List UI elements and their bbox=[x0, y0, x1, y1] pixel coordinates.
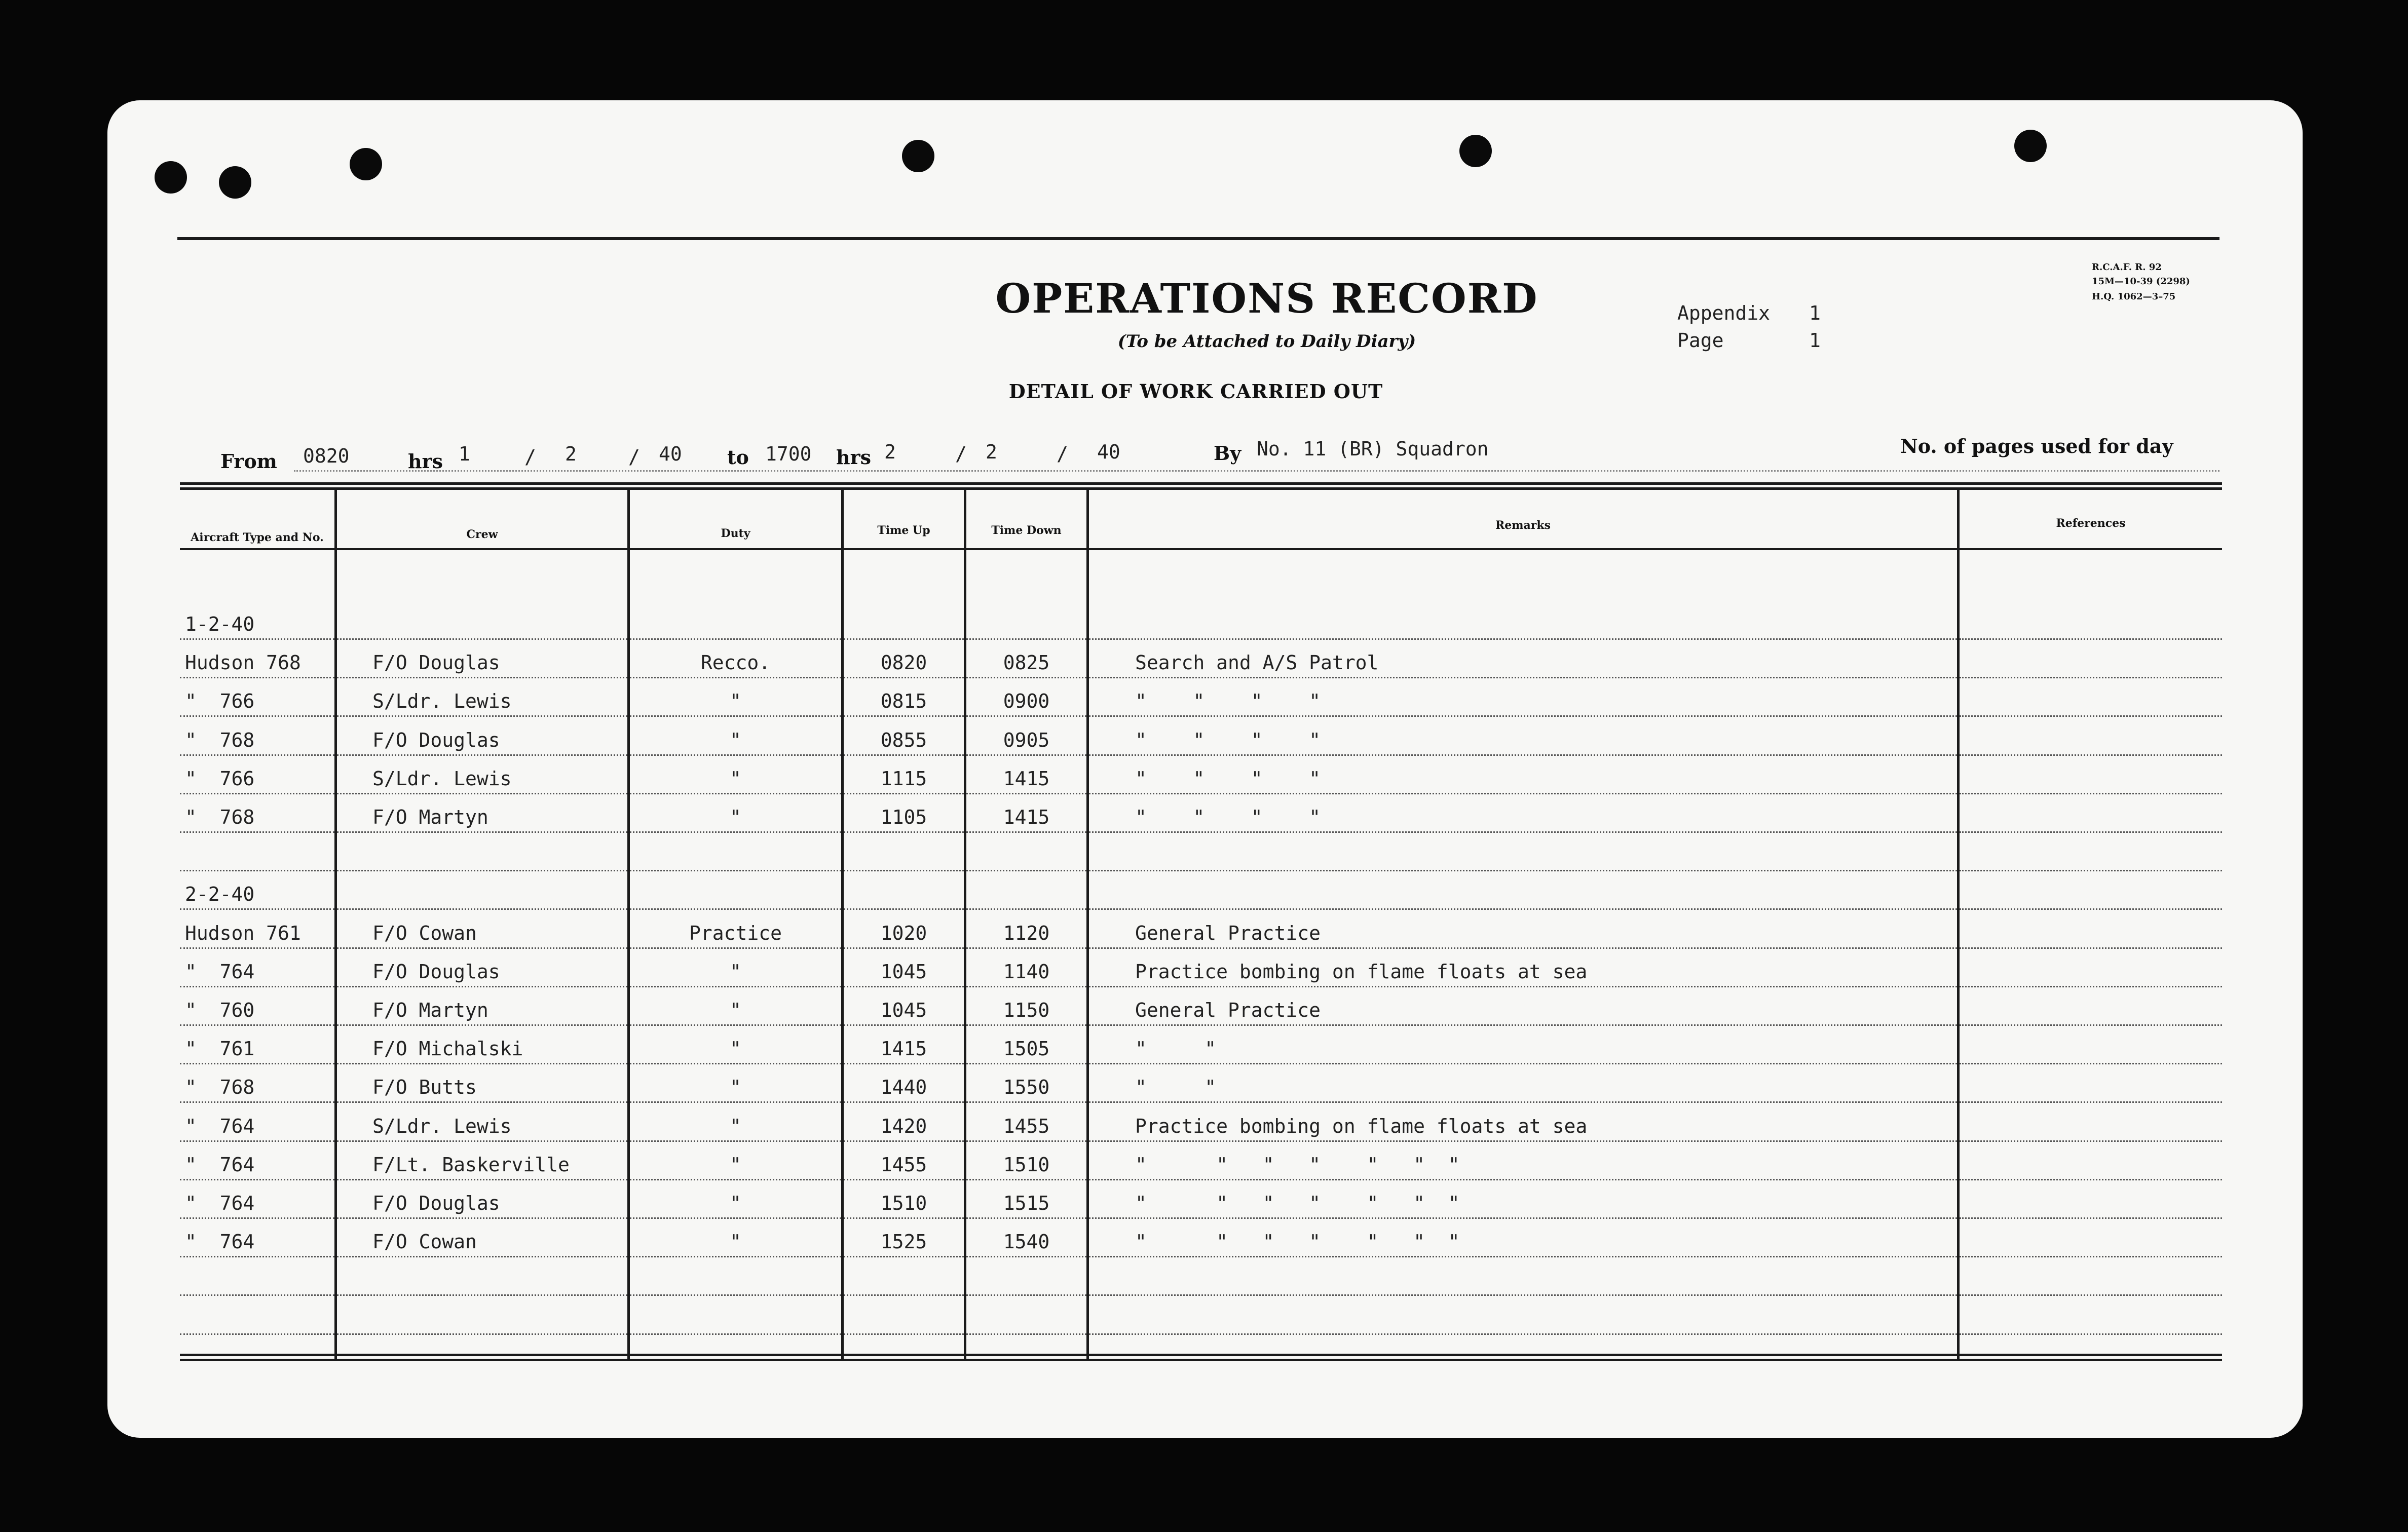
section-heading: DETAIL OF WORK CARRIED OUT bbox=[1008, 380, 1383, 403]
row-guide-line bbox=[844, 1024, 964, 1026]
cell-duty: " bbox=[730, 806, 741, 828]
to-day: 2 bbox=[884, 441, 896, 463]
cell-time-up: 1045 bbox=[880, 960, 927, 983]
col-time-up: Time Up bbox=[877, 524, 930, 537]
row-guide-line bbox=[844, 947, 964, 949]
cell-crew: S/Ldr. Lewis bbox=[372, 690, 512, 713]
cell-time-up: 1020 bbox=[880, 922, 927, 944]
to-year: 40 bbox=[1097, 441, 1120, 463]
row-guide-line bbox=[844, 1063, 964, 1064]
column-divider bbox=[1086, 489, 1089, 1359]
table-bottom-rule bbox=[180, 1354, 2222, 1356]
from-time: 0820 bbox=[303, 445, 350, 467]
row-guide-line bbox=[1960, 986, 2222, 987]
cell-remarks: General Practice bbox=[1135, 999, 1321, 1021]
row-guide-line bbox=[1089, 1217, 1957, 1219]
row-guide-line bbox=[1960, 908, 2222, 910]
row-guide-line bbox=[844, 986, 964, 987]
cell-time-down: 1505 bbox=[1003, 1038, 1050, 1060]
row-guide-line bbox=[844, 677, 964, 678]
row-guide-line bbox=[337, 1179, 627, 1180]
row-guide-line bbox=[630, 1333, 841, 1335]
cell-time-up: 0820 bbox=[880, 652, 927, 674]
cell-crew: F/Lt. Baskerville bbox=[372, 1153, 570, 1176]
page-value: 1 bbox=[1809, 329, 1821, 352]
page-label: Page bbox=[1677, 329, 1724, 352]
row-guide-line bbox=[1960, 831, 2222, 833]
cell-time-down: 1515 bbox=[1003, 1192, 1050, 1214]
cell-remarks: " " bbox=[1135, 1076, 1217, 1099]
row-guide-line bbox=[1960, 754, 2222, 756]
row-guide-line bbox=[180, 715, 334, 717]
row-guide-line bbox=[337, 1294, 627, 1296]
row-guide-line bbox=[337, 870, 627, 871]
cell-time-down: 1415 bbox=[1003, 767, 1050, 790]
row-guide-line bbox=[630, 947, 841, 949]
cell-time-up: 1455 bbox=[880, 1153, 927, 1176]
row-guide-line bbox=[1089, 1294, 1957, 1296]
form-code-2: 15M—10-39 (2298) bbox=[2092, 276, 2190, 287]
row-guide-line bbox=[1960, 870, 2222, 871]
row-guide-line bbox=[1089, 1024, 1957, 1026]
cell-crew: F/O Douglas bbox=[372, 652, 500, 674]
cell-time-up: 0815 bbox=[880, 690, 927, 713]
row-guide-line bbox=[1960, 1333, 2222, 1335]
row-guide-line bbox=[1089, 715, 1957, 717]
row-guide-line bbox=[337, 1217, 627, 1219]
row-guide-line bbox=[1960, 638, 2222, 640]
row-guide-line bbox=[844, 1101, 964, 1103]
row-guide-line bbox=[1089, 947, 1957, 949]
cell-aircraft: 1-2-40 bbox=[185, 613, 255, 635]
cell-aircraft: " 768 bbox=[185, 1076, 255, 1099]
row-guide-line bbox=[630, 831, 841, 833]
row-guide-line bbox=[180, 1256, 334, 1257]
cell-crew: F/O Martyn bbox=[372, 806, 488, 828]
row-guide-line bbox=[630, 986, 841, 987]
row-guide-line bbox=[337, 1024, 627, 1026]
row-guide-line bbox=[966, 638, 1086, 640]
row-guide-line bbox=[1960, 715, 2222, 717]
row-guide-line bbox=[966, 1140, 1086, 1142]
punch-hole bbox=[902, 140, 934, 172]
form-code-1: R.C.A.F. R. 92 bbox=[2092, 262, 2162, 273]
cell-aircraft: " 761 bbox=[185, 1038, 255, 1060]
cell-time-up: 1440 bbox=[880, 1076, 927, 1099]
cell-duty: " bbox=[730, 1076, 741, 1099]
appendix-value: 1 bbox=[1809, 302, 1821, 324]
cell-time-up: 1415 bbox=[880, 1038, 927, 1060]
row-guide-line bbox=[966, 715, 1086, 717]
cell-remarks: " " " " bbox=[1135, 729, 1321, 751]
row-guide-line bbox=[1089, 870, 1957, 871]
col-references: References bbox=[2056, 517, 2126, 530]
cell-remarks: " " " " bbox=[1135, 767, 1321, 790]
row-guide-line bbox=[966, 677, 1086, 678]
cell-aircraft: 2-2-40 bbox=[185, 883, 255, 906]
cell-remarks: Practice bombing on flame floats at sea bbox=[1135, 960, 1588, 983]
cell-aircraft: " 764 bbox=[185, 960, 255, 983]
row-guide-line bbox=[180, 1140, 334, 1142]
cell-time-down: 1455 bbox=[1003, 1115, 1050, 1137]
punch-hole bbox=[219, 166, 251, 199]
row-guide-line bbox=[630, 1024, 841, 1026]
row-guide-line bbox=[337, 638, 627, 640]
hrs-label: hrs bbox=[408, 450, 443, 473]
row-guide-line bbox=[180, 947, 334, 949]
row-guide-line bbox=[844, 1294, 964, 1296]
form-code-3: H.Q. 1062—3–75 bbox=[2092, 291, 2176, 302]
row-guide-line bbox=[180, 1024, 334, 1026]
cell-aircraft: " 760 bbox=[185, 999, 255, 1021]
appendix-label: Appendix bbox=[1677, 302, 1771, 324]
cell-duty: " bbox=[730, 960, 741, 983]
row-guide-line bbox=[1089, 638, 1957, 640]
cell-crew: F/O Cowan bbox=[372, 922, 477, 944]
row-guide-line bbox=[966, 754, 1086, 756]
cell-time-up: 1115 bbox=[880, 767, 927, 790]
row-guide-line bbox=[966, 908, 1086, 910]
row-guide-line bbox=[1960, 947, 2222, 949]
cell-aircraft: " 764 bbox=[185, 1153, 255, 1176]
row-guide-line bbox=[1960, 1063, 2222, 1064]
punch-hole bbox=[350, 148, 382, 180]
row-guide-line bbox=[337, 831, 627, 833]
cell-remarks: Practice bombing on flame floats at sea bbox=[1135, 1115, 1588, 1137]
cell-time-up: 1510 bbox=[880, 1192, 927, 1214]
row-guide-line bbox=[180, 1294, 334, 1296]
row-guide-line bbox=[337, 677, 627, 678]
cell-time-down: 0825 bbox=[1003, 652, 1050, 674]
punch-hole bbox=[155, 161, 187, 194]
row-guide-line bbox=[1960, 677, 2222, 678]
row-guide-line bbox=[180, 677, 334, 678]
punch-hole bbox=[1459, 135, 1492, 167]
top-rule bbox=[177, 237, 2219, 240]
col-remarks: Remarks bbox=[1495, 519, 1551, 532]
cell-remarks: General Practice bbox=[1135, 922, 1321, 944]
cell-crew: F/O Butts bbox=[372, 1076, 477, 1099]
row-guide-line bbox=[1960, 1217, 2222, 1219]
date-sep: / bbox=[1057, 443, 1068, 465]
row-guide-line bbox=[966, 1294, 1086, 1296]
row-guide-line bbox=[337, 1063, 627, 1064]
row-guide-line bbox=[844, 870, 964, 871]
row-guide-line bbox=[966, 1217, 1086, 1219]
cell-time-down: 1510 bbox=[1003, 1153, 1050, 1176]
cell-time-up: 1045 bbox=[880, 999, 927, 1021]
row-guide-line bbox=[337, 947, 627, 949]
row-guide-line bbox=[630, 638, 841, 640]
row-guide-line bbox=[844, 908, 964, 910]
row-guide-line bbox=[180, 638, 334, 640]
row-guide-line bbox=[630, 1063, 841, 1064]
fill-line bbox=[294, 470, 2219, 472]
row-guide-line bbox=[966, 986, 1086, 987]
cell-aircraft: Hudson 761 bbox=[185, 922, 301, 944]
cell-duty: " bbox=[730, 1038, 741, 1060]
row-guide-line bbox=[630, 908, 841, 910]
cell-aircraft: " 768 bbox=[185, 806, 255, 828]
form-title: OPERATIONS RECORD bbox=[995, 275, 1538, 322]
cell-aircraft: " 764 bbox=[185, 1231, 255, 1253]
row-guide-line bbox=[844, 1140, 964, 1142]
row-guide-line bbox=[630, 1217, 841, 1219]
cell-duty: " bbox=[730, 690, 741, 713]
row-guide-line bbox=[844, 793, 964, 794]
col-aircraft: Aircraft Type and No. bbox=[191, 531, 324, 544]
row-guide-line bbox=[844, 1333, 964, 1335]
by-label: By bbox=[1214, 442, 1241, 465]
cell-duty: " bbox=[730, 999, 741, 1021]
row-guide-line bbox=[966, 1333, 1086, 1335]
cell-crew: S/Ldr. Lewis bbox=[372, 1115, 512, 1137]
row-guide-line bbox=[180, 831, 334, 833]
row-guide-line bbox=[966, 870, 1086, 871]
cell-crew: F/O Martyn bbox=[372, 999, 488, 1021]
cell-duty: Recco. bbox=[700, 652, 771, 674]
pages-used-label: No. of pages used for day bbox=[1900, 435, 2173, 457]
cell-duty: " bbox=[730, 1153, 741, 1176]
row-guide-line bbox=[1089, 754, 1957, 756]
row-guide-line bbox=[966, 793, 1086, 794]
cell-aircraft: " 764 bbox=[185, 1192, 255, 1214]
cell-time-up: 1525 bbox=[880, 1231, 927, 1253]
col-crew: Crew bbox=[466, 528, 498, 541]
cell-crew: F/O Michalski bbox=[372, 1038, 523, 1060]
row-guide-line bbox=[966, 947, 1086, 949]
row-guide-line bbox=[180, 754, 334, 756]
row-guide-line bbox=[630, 715, 841, 717]
cell-time-down: 1415 bbox=[1003, 806, 1050, 828]
row-guide-line bbox=[1089, 831, 1957, 833]
from-day: 1 bbox=[459, 443, 470, 465]
cell-crew: F/O Douglas bbox=[372, 960, 500, 983]
row-guide-line bbox=[1960, 1101, 2222, 1103]
row-guide-line bbox=[337, 754, 627, 756]
row-guide-line bbox=[180, 1333, 334, 1335]
cell-time-down: 1120 bbox=[1003, 922, 1050, 944]
row-guide-line bbox=[1960, 1024, 2222, 1026]
cell-time-down: 0900 bbox=[1003, 690, 1050, 713]
cell-crew: S/Ldr. Lewis bbox=[372, 767, 512, 790]
row-guide-line bbox=[1960, 793, 2222, 794]
row-guide-line bbox=[630, 793, 841, 794]
to-month: 2 bbox=[986, 441, 997, 463]
cell-remarks: Search and A/S Patrol bbox=[1135, 652, 1379, 674]
row-guide-line bbox=[180, 1179, 334, 1180]
cell-duty: " bbox=[730, 1231, 741, 1253]
cell-aircraft: Hudson 768 bbox=[185, 652, 301, 674]
row-guide-line bbox=[337, 986, 627, 987]
row-guide-line bbox=[630, 1140, 841, 1142]
cell-time-down: 0905 bbox=[1003, 729, 1050, 751]
table-top-rule bbox=[180, 487, 2222, 490]
row-guide-line bbox=[180, 986, 334, 987]
date-sep: / bbox=[628, 446, 640, 468]
cell-duty: " bbox=[730, 767, 741, 790]
row-guide-line bbox=[1089, 1140, 1957, 1142]
row-guide-line bbox=[1089, 677, 1957, 678]
row-guide-line bbox=[1089, 1101, 1957, 1103]
row-guide-line bbox=[844, 638, 964, 640]
row-guide-line bbox=[180, 908, 334, 910]
cell-aircraft: " 766 bbox=[185, 767, 255, 790]
cell-time-down: 1550 bbox=[1003, 1076, 1050, 1099]
row-guide-line bbox=[844, 715, 964, 717]
cell-remarks: " " " " " " " bbox=[1135, 1192, 1460, 1214]
cell-time-up: 1420 bbox=[880, 1115, 927, 1137]
row-guide-line bbox=[966, 1256, 1086, 1257]
from-month: 2 bbox=[565, 443, 577, 465]
row-guide-line bbox=[1089, 986, 1957, 987]
hrs-label: hrs bbox=[836, 446, 872, 469]
row-guide-line bbox=[337, 715, 627, 717]
cell-remarks: " " " " bbox=[1135, 690, 1321, 713]
row-guide-line bbox=[1960, 1179, 2222, 1180]
row-guide-line bbox=[180, 1063, 334, 1064]
cell-time-down: 1150 bbox=[1003, 999, 1050, 1021]
row-guide-line bbox=[1089, 1333, 1957, 1335]
row-guide-line bbox=[337, 1333, 627, 1335]
row-guide-line bbox=[337, 1101, 627, 1103]
to-label: to bbox=[727, 446, 749, 469]
cell-duty: " bbox=[730, 1115, 741, 1137]
row-guide-line bbox=[844, 1217, 964, 1219]
squadron: No. 11 (BR) Squadron bbox=[1257, 438, 1489, 460]
row-guide-line bbox=[1089, 793, 1957, 794]
cell-time-down: 1140 bbox=[1003, 960, 1050, 983]
cell-remarks: " " " " " " " bbox=[1135, 1231, 1460, 1253]
date-sep: / bbox=[524, 446, 536, 468]
row-guide-line bbox=[844, 1256, 964, 1257]
cell-time-down: 1540 bbox=[1003, 1231, 1050, 1253]
row-guide-line bbox=[844, 1179, 964, 1180]
punch-hole bbox=[2014, 130, 2047, 162]
row-guide-line bbox=[337, 1256, 627, 1257]
row-guide-line bbox=[630, 870, 841, 871]
row-guide-line bbox=[966, 1063, 1086, 1064]
row-guide-line bbox=[1089, 908, 1957, 910]
cell-aircraft: " 768 bbox=[185, 729, 255, 751]
form-subtitle: (To be Attached to Daily Diary) bbox=[1117, 331, 1416, 352]
row-guide-line bbox=[630, 1256, 841, 1257]
col-duty: Duty bbox=[721, 527, 750, 540]
row-guide-line bbox=[1960, 1294, 2222, 1296]
column-divider bbox=[334, 489, 337, 1359]
row-guide-line bbox=[1089, 1063, 1957, 1064]
row-guide-line bbox=[630, 1179, 841, 1180]
cell-aircraft: " 764 bbox=[185, 1115, 255, 1137]
row-guide-line bbox=[630, 1294, 841, 1296]
table-top-rule bbox=[180, 482, 2222, 485]
row-guide-line bbox=[630, 677, 841, 678]
cell-duty: " bbox=[730, 729, 741, 751]
cell-aircraft: " 766 bbox=[185, 690, 255, 713]
cell-crew: F/O Cowan bbox=[372, 1231, 477, 1253]
row-guide-line bbox=[180, 793, 334, 794]
cell-time-up: 0855 bbox=[880, 729, 927, 751]
from-year: 40 bbox=[659, 443, 682, 465]
row-guide-line bbox=[844, 831, 964, 833]
table-bottom-rule bbox=[180, 1359, 2222, 1361]
row-guide-line bbox=[180, 870, 334, 871]
row-guide-line bbox=[180, 1217, 334, 1219]
row-guide-line bbox=[337, 1140, 627, 1142]
column-divider bbox=[1957, 489, 1960, 1359]
cell-remarks: " " bbox=[1135, 1038, 1217, 1060]
cell-remarks: " " " " " " " bbox=[1135, 1153, 1460, 1176]
col-time-down: Time Down bbox=[991, 524, 1062, 537]
from-label: From bbox=[220, 450, 277, 473]
row-guide-line bbox=[966, 1101, 1086, 1103]
row-guide-line bbox=[1960, 1256, 2222, 1257]
date-sep: / bbox=[955, 443, 967, 465]
row-guide-line bbox=[966, 1024, 1086, 1026]
row-guide-line bbox=[1089, 1256, 1957, 1257]
row-guide-line bbox=[630, 754, 841, 756]
row-guide-line bbox=[337, 908, 627, 910]
row-guide-line bbox=[966, 1179, 1086, 1180]
cell-duty: Practice bbox=[689, 922, 782, 944]
row-guide-line bbox=[1089, 1179, 1957, 1180]
cell-time-up: 1105 bbox=[880, 806, 927, 828]
to-time: 1700 bbox=[765, 443, 812, 465]
row-guide-line bbox=[630, 1101, 841, 1103]
cell-crew: F/O Douglas bbox=[372, 1192, 500, 1214]
cell-duty: " bbox=[730, 1192, 741, 1214]
row-guide-line bbox=[180, 1101, 334, 1103]
cell-remarks: " " " " bbox=[1135, 806, 1321, 828]
row-guide-line bbox=[337, 793, 627, 794]
row-guide-line bbox=[966, 831, 1086, 833]
header-bottom-rule bbox=[180, 548, 2222, 550]
row-guide-line bbox=[1960, 1140, 2222, 1142]
row-guide-line bbox=[844, 754, 964, 756]
cell-crew: F/O Douglas bbox=[372, 729, 500, 751]
